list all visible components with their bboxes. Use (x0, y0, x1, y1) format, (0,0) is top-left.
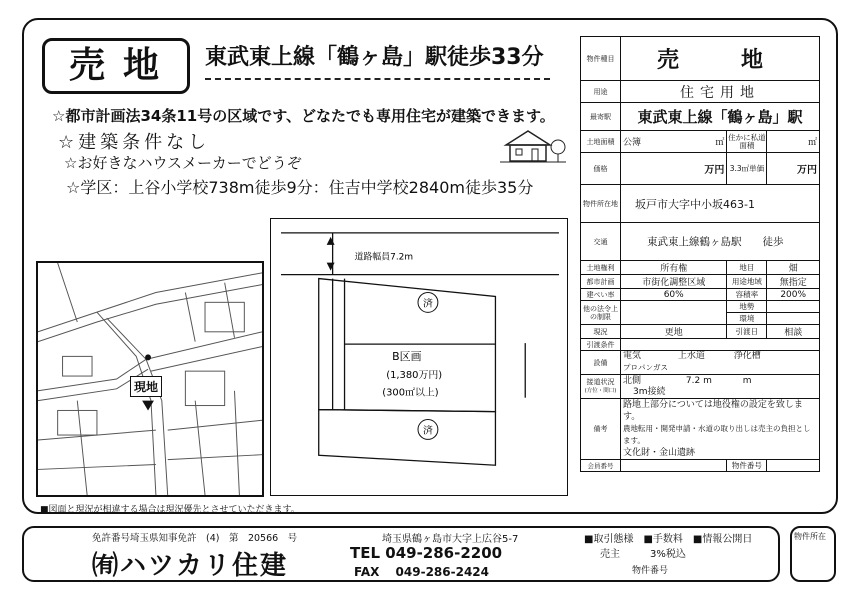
remark-seller-burden: 農地転用・開発申請・水道の取り出しは売主の負担とします。 (623, 424, 811, 445)
use-label: 用途 (581, 81, 621, 103)
zone-label: 用途地域 (727, 275, 767, 289)
property-info-table (580, 36, 820, 472)
house-illustration (498, 125, 568, 165)
city-plan-value: 市街化調整区域 (621, 275, 727, 289)
road-width-value: 7.2 m (685, 375, 712, 386)
remarks-label: 備考 (581, 399, 621, 460)
sold-mark-2: 済 (422, 425, 433, 437)
station-label: 最寄駅 (581, 103, 621, 131)
member-label: 会員番号 (581, 460, 621, 472)
station-value: 東武東上線「鶴ヶ島」駅 (621, 103, 820, 131)
site-label: 現地 (130, 376, 162, 397)
sewage-value: 浄化槽 (733, 351, 761, 361)
block-name: B区画 (392, 349, 422, 363)
company-fax: FAX 049-286-2424 (354, 565, 489, 579)
landcat-value: 畑 (767, 261, 820, 275)
elec-value: 電気 (623, 351, 642, 361)
gas-value: プロパンガス (623, 363, 668, 372)
company-name: ㈲ハツカリ住建 (92, 551, 289, 581)
address-value: 坂戸市大字中小坂463-1 (621, 185, 820, 223)
road-width-label: 道路幅員7.2m (354, 252, 414, 263)
type-label: 物件種目 (581, 37, 621, 81)
road-contact: 3m接続 (633, 386, 666, 397)
status-value: 更地 (621, 325, 727, 339)
footer-property-no: 物件番号 (632, 566, 669, 576)
private-road-label: 住かに私道面積 (727, 131, 767, 153)
sold-mark-1: 済 (422, 298, 433, 310)
feature-any-builder: ☆お好きなハウスメーカーでどうぞ (64, 154, 302, 172)
water-value: 上水道 (677, 351, 705, 361)
address-label: 物件所在地 (581, 185, 621, 223)
landcat-label: 地目 (727, 261, 767, 275)
status-label: 現況 (581, 325, 621, 339)
property-no-label: 物件番号 (727, 460, 767, 472)
unit-price-label: 3.3㎡単価 (727, 153, 767, 185)
traffic-label: 交通 (581, 223, 621, 261)
road-direction: 北側 (623, 375, 642, 386)
far-label: 容積率 (727, 289, 767, 301)
rights-value: 所有権 (621, 261, 727, 275)
bcr-value: 60% (621, 289, 727, 301)
disclaimer-note: ■図面と現況が相違する場合は現況優先とさせていただきます。 (40, 505, 300, 515)
price-unit: 万円 (621, 153, 727, 185)
feature-zoning: ☆都市計画法34条11号の区域です、どなたでも専用住宅が建築できます。 (52, 107, 555, 125)
road-m: m (742, 375, 752, 386)
unit-price-unit: 万円 (767, 153, 820, 185)
location-map (36, 261, 264, 497)
area-label: 土地面積 (581, 131, 621, 153)
use-value: 住宅用地 (621, 81, 820, 103)
lot-plan (270, 218, 568, 496)
company-tel: TEL 049-286-2200 (350, 544, 503, 562)
license-number: 免許番号埼玉県知事免許 (4) 第 20566 号 (92, 533, 298, 544)
far-value: 200% (767, 289, 820, 301)
handover-value: 相談 (767, 325, 820, 339)
feature-no-conditions: ☆建築条件なし (58, 132, 211, 153)
handover-label: 引渡日 (727, 325, 767, 339)
feature-school-district: ☆学区：上谷小学校738m徒歩9分：住吉中学校2840m徒歩35分 (66, 178, 534, 197)
block-area: (300㎡以上) (382, 387, 439, 399)
road-label: 接道状況 (方位・間口) (581, 375, 621, 399)
env-label: 環境 (727, 313, 767, 325)
deal-header: ■取引態様 ■手数料 ■情報公開日 (584, 534, 753, 545)
type-value: 売 地 (621, 37, 820, 81)
conditions-label: 引渡条件 (581, 339, 621, 351)
area-public: 公簿 ㎡ (621, 131, 727, 153)
sale-badge: 売地 (42, 38, 190, 94)
bcr-label: 建ぺい率 (581, 289, 621, 301)
headline-underline (205, 78, 550, 80)
location-stamp-label: 物件所在 (794, 532, 826, 541)
traffic-value: 東武東上線鶴ヶ島駅 徒歩 (621, 223, 820, 261)
zone-value: 無指定 (767, 275, 820, 289)
company-address: 埼玉県鶴ヶ島市大字上広谷5-7 (382, 534, 519, 545)
headline: 東武東上線「鶴ヶ島」駅徒歩33分 (205, 45, 544, 70)
facility-label: 設備 (581, 351, 621, 375)
block-price: (1,380万円) (386, 369, 443, 381)
price-label: 価格 (581, 153, 621, 185)
remark-easement: 路地上部分については地役権の設定を致します。 (623, 400, 803, 422)
other-law-label: 他の法令上の制限 (581, 301, 621, 325)
remark-cultural: 文化財・金山遺跡 (623, 448, 696, 458)
area-private-unit: ㎡ (767, 131, 820, 153)
city-plan-label: 都市計画 (581, 275, 621, 289)
deal-values: 売主 3%税込 (600, 549, 686, 560)
rights-label: 土地権利 (581, 261, 621, 275)
terrain-label: 地勢 (727, 301, 767, 313)
